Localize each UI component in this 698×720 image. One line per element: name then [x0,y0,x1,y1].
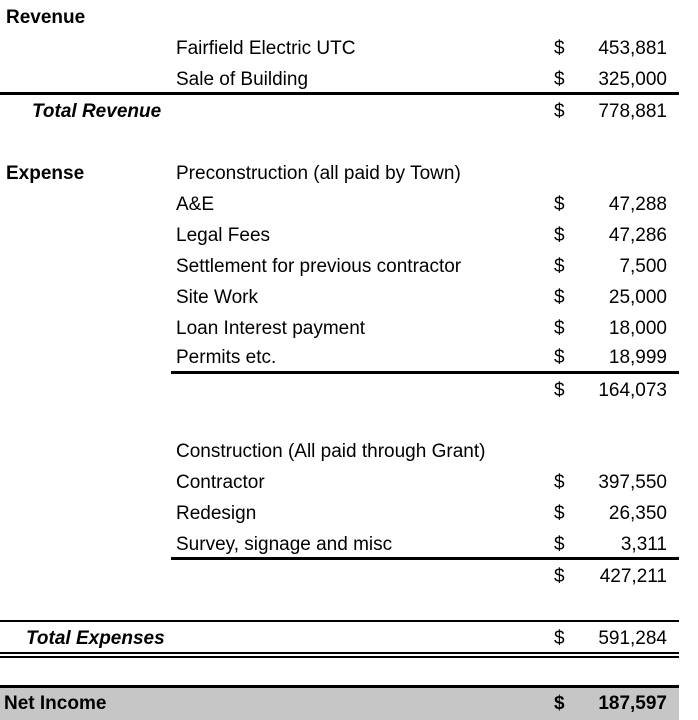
construction-subtotal-rule [171,557,679,560]
line-item-amount: 397,550 [598,472,667,493]
currency-symbol: $ [554,566,565,587]
total-revenue-row [0,96,679,127]
expense-header-row [0,158,679,189]
total-revenue-amount: 778,881 [598,101,667,122]
total-expenses-double-rule-upper [0,652,679,654]
preconstruction-subtotal-rule [171,371,679,374]
revenue-header-row [0,2,679,33]
currency-symbol: $ [554,472,565,493]
line-item-label: Site Work [176,287,259,308]
currency-symbol: $ [554,38,565,59]
currency-symbol: $ [554,503,565,524]
revenue-section-label: Revenue [6,7,86,28]
total-expenses-top-rule [0,620,679,622]
currency-symbol: $ [554,225,565,246]
currency-symbol: $ [554,287,565,308]
currency-symbol: $ [554,194,565,215]
expense-row [0,313,679,344]
line-item-label: Redesign [176,503,257,524]
expense-row [0,189,679,220]
net-income-amount: 187,597 [598,693,667,714]
line-item-amount: 47,288 [608,194,667,215]
line-item-amount: 25,000 [608,287,667,308]
line-item-amount: 453,881 [598,38,667,59]
line-item-amount: 26,350 [608,503,667,524]
currency-symbol: $ [554,534,565,555]
line-item-label: Permits etc. [176,347,277,368]
currency-symbol: $ [554,628,565,649]
expense-row [0,529,679,560]
currency-symbol: $ [554,101,565,122]
line-item-label: Legal Fees [176,225,271,246]
total-expenses-amount: 591,284 [598,628,667,649]
construction-heading: Construction (All paid through Grant) [176,441,486,462]
expense-section-label: Expense [6,163,85,184]
currency-symbol: $ [554,69,565,90]
construction-header-row [0,436,679,467]
currency-symbol: $ [554,256,565,277]
line-item-label: Settlement for previous contractor [176,256,462,277]
net-income-label: Net Income [4,693,107,714]
line-item-label: Survey, signage and misc [176,534,393,555]
line-item-amount: 3,311 [620,534,667,555]
expense-row [0,282,679,313]
line-item-label: Loan Interest payment [176,318,366,339]
line-item-amount: 7,500 [619,256,667,277]
revenue-total-rule [0,92,679,95]
total-expenses-row [0,623,679,654]
expense-row [0,220,679,251]
revenue-row [0,64,679,95]
line-item-label: Sale of Building [176,69,309,90]
line-item-amount: 325,000 [598,69,667,90]
construction-subtotal-amount: 427,211 [599,566,667,587]
revenue-row [0,33,679,64]
currency-symbol: $ [554,318,565,339]
expense-row [0,251,679,282]
construction-subtotal-row [0,561,679,592]
total-expenses-label: Total Expenses [26,628,165,649]
line-item-amount: 18,000 [608,318,667,339]
line-item-label: A&E [176,194,215,215]
line-item-amount: 18,999 [608,347,667,368]
total-revenue-label: Total Revenue [32,101,162,122]
currency-symbol: $ [554,380,565,401]
total-expenses-double-rule-lower [0,656,679,658]
line-item-label: Contractor [176,472,265,493]
currency-symbol: $ [554,693,565,714]
line-item-amount: 47,286 [608,225,667,246]
expense-row [0,342,679,373]
preconstruction-subtotal-row [0,375,679,406]
preconstruction-heading: Preconstruction (all paid by Town) [176,163,461,184]
expense-row [0,498,679,529]
currency-symbol: $ [554,347,565,368]
expense-row [0,467,679,498]
net-income-row [0,688,679,720]
line-item-label: Fairfield Electric UTC [176,38,356,59]
preconstruction-subtotal-amount: 164,073 [598,380,667,401]
